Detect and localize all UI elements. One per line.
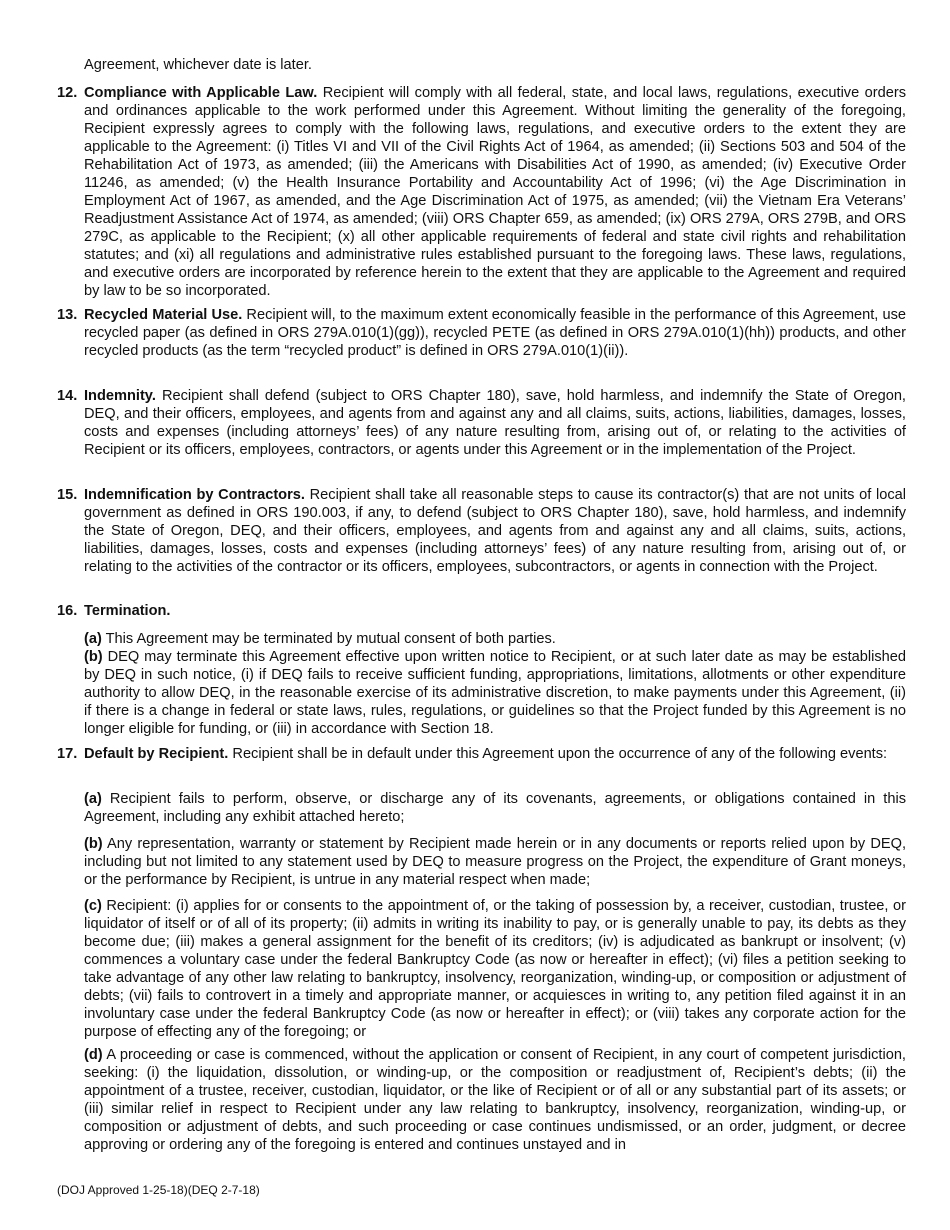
section-16-heading: Termination. <box>84 603 171 619</box>
section-13-paragraph <box>84 306 906 360</box>
default-item-c <box>84 897 906 1041</box>
default-item-b-label: (b) <box>84 836 103 852</box>
section-14-text: Recipient shall defend (subject to ORS Chapter 180), save, hold harmless, and indemnify the State of Oregon, DEQ, and their officers, employees, and agents from and against any and all claims, suits, actions, liabilities, damages, losses, costs and expenses (including attorneys’ fees) of any nature resulting from, arising out of, or relating to the activities of Recipient or its officers, employees, contractors, or agents under this Agreement or in the implementation of the Project. <box>84 388 906 458</box>
section-12-paragraph <box>84 84 906 300</box>
default-item-b-text: Any representation, warranty or statement by Recipient made herein or in any documents or reports relied upon by DEQ, including but not limited to any statement used by DEQ to measure progress on the Project, the expenditure of Grant moneys, or the performance by Recipient, is untrue in any material respect when made; <box>84 836 906 888</box>
section-17-number: 17. <box>57 746 78 762</box>
section-17-text: Recipient shall be in default under this Agreement upon the occurrence of any of the following events: <box>228 746 888 762</box>
section-12-text: Recipient will comply with all federal, state, and local laws, regulations, executive orders and ordinances applicable to the work performed under this Agreement. Without limiting the generality of the foregoing, Recipient expressly agrees to comply with the following laws, regulations, and executive orders to the extent they are applicable to the Agreement: (i) Titles VI and VII of the Civil Rights Act of 1964, as amended; (ii) Sections 503 and 504 of the Rehabilitation Act of 1973, as amended; (iii) the Americans with Disabilities Act of 1990, as amended; (iv) Executive Order 11246, as amended; (v) the Health Insurance Portability and Accountability Act of 1996; (vi) the Age Discrimination in Employment Act of 1967, as amended, and the Age Discrimination Act of 1975, as amended; (vii) the Vietnam Era Veterans’ Readjustment Assistance Act of 1974, as amended; (viii) ORS Chapter 659, as amended; (ix) ORS 279A, ORS 279B, and ORS 279C, as applicable to the Recipient; (x) all other applicable requirements of federal and state civil rights and rehabilitation statutes; and (xi) all regulations and administrative rules established pursuant to the foregoing laws. These laws, regulations, and executive orders are incorporated by reference herein to the extent that they are applicable to the Agreement and required by law to be so incorporated. <box>84 85 907 299</box>
intro-tail-text: Agreement, whichever date is later. <box>84 57 312 73</box>
termination-item-a-label: (a) <box>84 631 102 647</box>
default-item-d-text: A proceeding or case is commenced, without the application or consent of Recipient, in any court of competent jurisdiction, seeking: (i) the liquidation, dissolution, or winding-up, or the composition or readjustment of, Recipient’s debts; (ii) the appointment of a trustee, receiver, custodian, liquidator, or the like of Recipient or of all or any substantial part of its assets; or (iii) similar relief in respect to Recipient under any law relating to bankruptcy, insolvency, reorganization, winding-up, or composition or adjustment of debts, and such proceeding or case continues undismissed, or an order, judgment, or decree approving or ordering any of the foregoing is entered and continues unstayed and in <box>84 1047 906 1153</box>
default-item-a-label: (a) <box>84 791 102 807</box>
section-13-number: 13. <box>57 307 78 323</box>
section-17-heading: Default by Recipient. <box>84 746 229 762</box>
termination-item-a-text: This Agreement may be terminated by mutual consent of both parties. <box>101 631 556 647</box>
section-15-text: Recipient shall take all reasonable steps to cause its contractor(s) that are not units of local government as defined in ORS 190.003, if any, to defend (subject to ORS Chapter 180), save, hold harmless, and indemnify the State of Oregon, DEQ, and their officers, employees, and agents from and against any and all claims, suits, actions, liabilities, damages, losses, costs and expenses (including attorneys’ fees) of any nature resulting from, arising out of, or relating to the activities of the contractor or its officers, employees, subcontractors, or agents in connection with the Project. <box>84 487 906 575</box>
section-13-text: Recipient will, to the maximum extent economically feasible in the performance of this Agreement, use recycled paper (as defined in ORS 279A.010(1)(gg)), recycled PETE (as defined in ORS 279A.010(1)(hh)) products, and other recycled products (as the term “recycled product” is defined in ORS 279A.010(1)(ii)). <box>84 307 906 359</box>
section-16-number: 16. <box>57 603 78 619</box>
termination-item-a <box>84 630 906 648</box>
page-footer: (DOJ Approved 1-25-18)(DEQ 2-7-18) <box>57 1183 260 1197</box>
default-item-d <box>84 1046 906 1154</box>
default-item-c-label: (c) <box>84 898 102 914</box>
section-12-heading: Compliance with Applicable Law. <box>84 85 318 101</box>
section-12-number: 12. <box>57 85 78 101</box>
section-14-heading: Indemnity. <box>84 388 156 404</box>
section-13-heading: Recycled Material Use. <box>84 307 243 323</box>
termination-item-b <box>84 648 906 738</box>
section-17-paragraph <box>84 745 906 763</box>
termination-item-b-text: DEQ may terminate this Agreement effective upon written notice to Recipient, or at such later date as may be established by DEQ in such notice, (i) if DEQ fails to receive sufficient funding, appropriations, limitations, allotments or other expenditure authority to allow DEQ, in the reasonable exercise of its administrative discretion, to make payments under this Agreement, (ii) if there is a change in federal or state laws, rules, regulations, or guidelines so that the Project funded by this Agreement is no longer eligible for funding, or (iii) in accordance with Section 18. <box>84 649 906 737</box>
default-item-a <box>84 790 906 826</box>
section-14-paragraph <box>84 387 906 459</box>
default-item-b <box>84 835 906 889</box>
default-item-d-label: (d) <box>84 1047 103 1063</box>
section-15-number: 15. <box>57 487 78 503</box>
section-15-paragraph <box>84 486 906 576</box>
section-16-paragraph <box>84 602 906 620</box>
section-15-heading: Indemnification by Contractors. <box>84 487 305 503</box>
termination-item-b-label: (b) <box>84 649 103 665</box>
default-item-c-text: Recipient: (i) applies for or consents to the appointment of, or the taking of possession by, a receiver, custodian, trustee, or liquidator of itself or of all of its property; (ii) admits in writing its inability to pay, or is generally unable to pay, its debts as they become due; (iii) makes a general assignment for the benefit of its creditors; (iv) is adjudicated as bankrupt or insolvent; (v) commences a voluntary case under the federal Bankruptcy Code (as now or hereafter in effect); (vi) files a petition seeking to take advantage of any other law relating to bankruptcy, insolvency, reorganization, winding-up, or composition or adjustment of debts; (vii) fails to controvert in a timely and appropriate manner, or acquiesces in writing to, any petition filed against it in an involuntary case under the federal Bankruptcy Code (as now or hereafter in effect); or (viii) takes any corporate action for the purpose of effecting any of the foregoing; or <box>84 898 906 1040</box>
section-14-number: 14. <box>57 388 78 404</box>
default-item-a-text: Recipient fails to perform, observe, or discharge any of its covenants, agreements, or obligations contained in this Agreement, including any exhibit attached hereto; <box>84 791 906 825</box>
